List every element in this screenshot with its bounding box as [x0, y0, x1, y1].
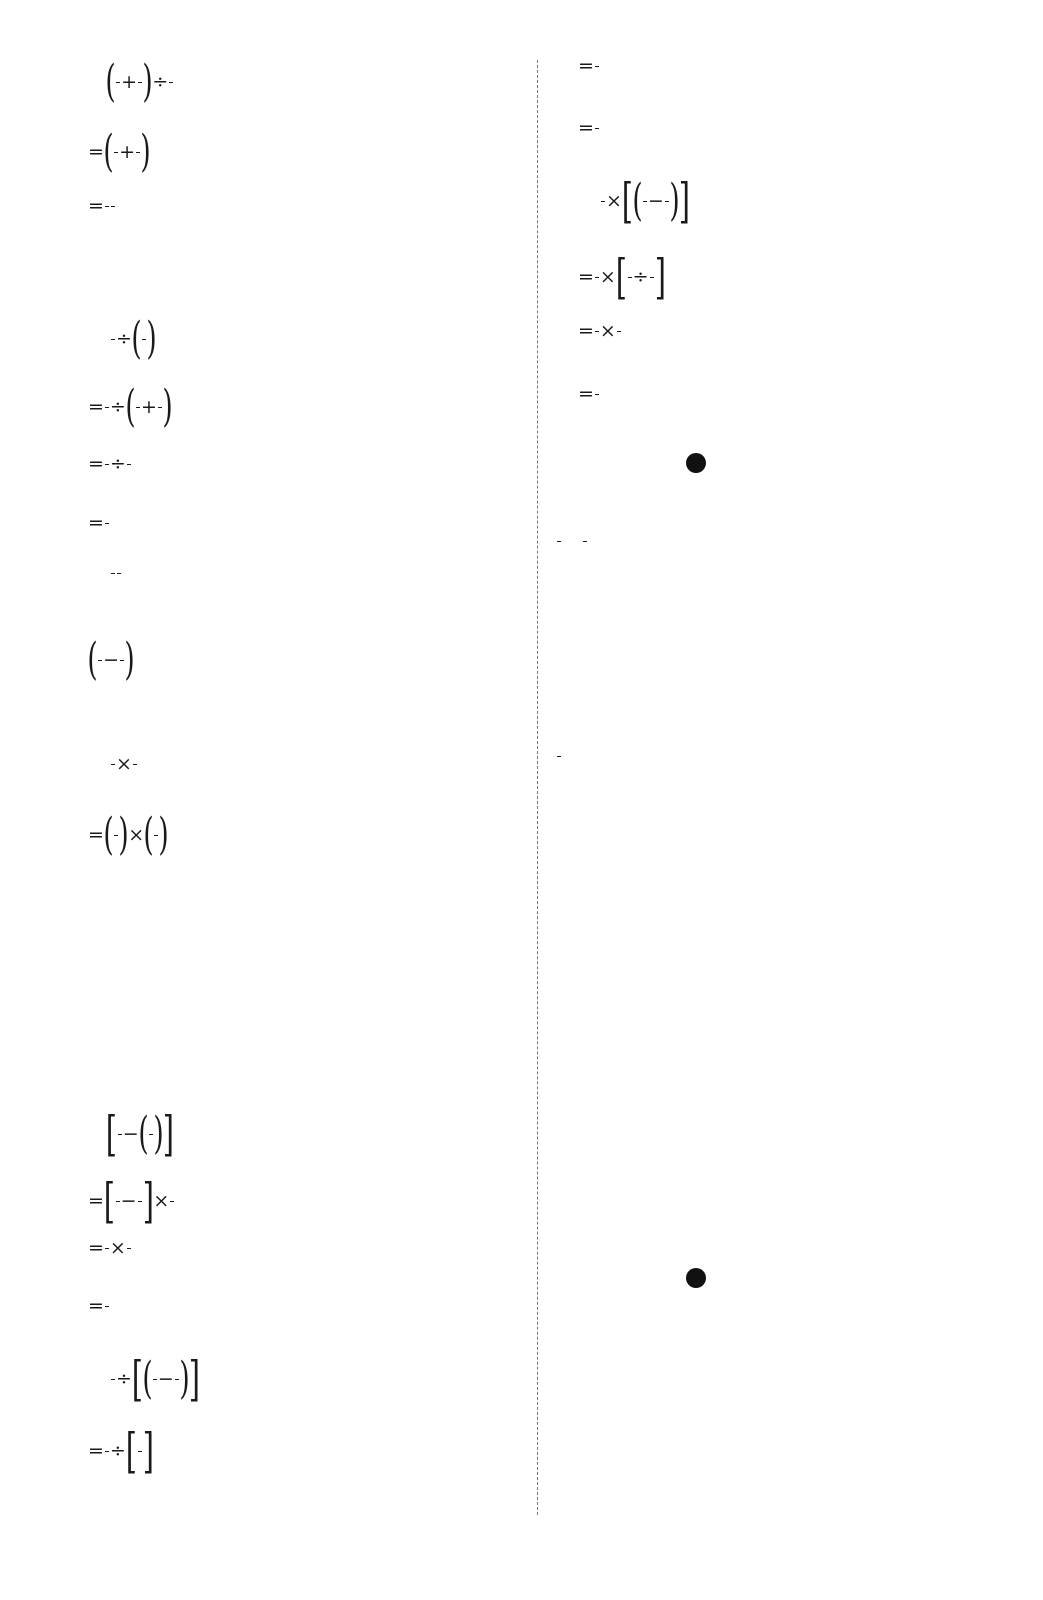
expr-1-step-b: = — [88, 195, 116, 217]
expr-7-step-a: = ÷ [ ] — [88, 1423, 154, 1479]
expr-2-step-b: = ÷ — [88, 453, 132, 475]
expr-4-step-a: = ( ) × ( ) — [88, 809, 170, 860]
s3-line-10 — [550, 882, 556, 904]
expr-8: × [ ( − ) ] — [600, 177, 690, 225]
expr-6-step-a: = [ − ] × — [88, 1177, 175, 1225]
s4-line-2 — [550, 1349, 556, 1371]
expr-7-step-b: = — [578, 55, 600, 77]
s4-line-3 — [550, 1387, 568, 1409]
s3-line-3 — [550, 593, 580, 615]
expr-7-result: = — [578, 117, 600, 139]
expr-3-step-a: ( − ) — [87, 634, 135, 685]
expr-3 — [110, 573, 122, 574]
expr-2-result: = — [88, 512, 110, 534]
expr-2-step-a: = ÷ ( + ) — [88, 381, 173, 432]
s3-line-7 — [550, 745, 562, 767]
expr-8-result: = — [578, 383, 600, 405]
section-3-heading — [686, 453, 712, 473]
expr-1: ( + ) ÷ — [106, 60, 174, 104]
expr-6: [ − ( ) ] — [105, 1106, 174, 1162]
column-divider — [537, 60, 538, 1515]
expr-2: ÷ ( ) — [110, 317, 156, 361]
s3-line-12 — [550, 957, 556, 979]
footer-info — [490, 1510, 600, 1530]
s3-line-1 — [550, 495, 578, 517]
s3-line-2 — [550, 530, 612, 552]
s3-line-4 — [550, 631, 622, 653]
expr-8-step-b: = × — [578, 320, 622, 342]
expr-8-step-a: = × [ ÷ ] — [578, 249, 666, 305]
expr-6-result: = — [88, 1295, 110, 1317]
expr-4: × — [110, 753, 138, 775]
section-4-heading — [686, 1268, 712, 1288]
expr-7: ÷ [ ( − ) ] — [110, 1355, 200, 1403]
expr-6-step-b: = × — [88, 1237, 132, 1259]
expr-1-step-a: = ( + ) — [88, 126, 151, 177]
